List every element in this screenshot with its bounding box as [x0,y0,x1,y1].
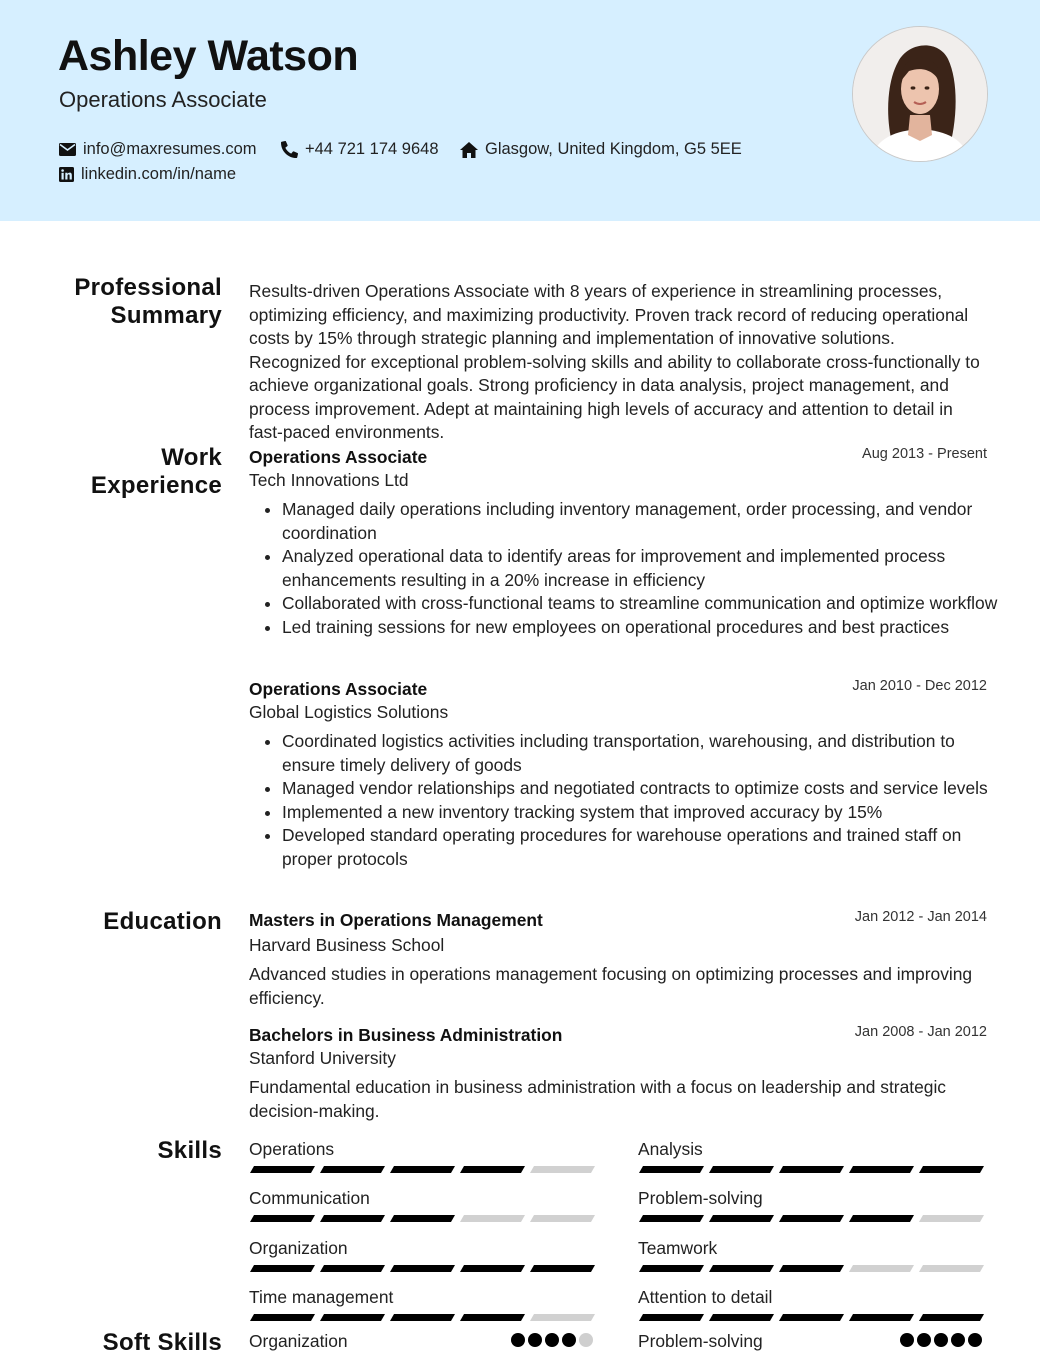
soft-skill-rating [511,1333,593,1347]
skill-name: Attention to detail [638,1287,773,1307]
soft-skill-rating [900,1333,982,1347]
skill-bar-segment-filled [919,1314,984,1321]
skill-bar-segment-filled [779,1265,844,1272]
skill-level-bar [639,1265,984,1272]
skill-bar-segment-filled [250,1265,315,1272]
skill-bar-segment-filled [390,1215,455,1222]
skill-bar-segment-filled [390,1265,455,1272]
school-name: Stanford University [249,1048,396,1068]
skill-bar-segment-filled [779,1166,844,1173]
rating-dot-filled [562,1333,576,1347]
education-dates: Jan 2012 - Jan 2014 [854,909,987,925]
rating-dot-filled [900,1333,914,1347]
rating-dot-filled [917,1333,931,1347]
job-bullet: • Implemented a new inventory tracking system that improved accuracy by 15% [282,801,1012,825]
skill-name: Operations [249,1139,335,1159]
phone-icon [281,141,298,158]
skill-level-bar [639,1314,984,1321]
skill-name: Analysis [638,1139,703,1159]
portrait-illustration [853,27,987,161]
section-title-summary [62,274,222,330]
skill-name: Organization [249,1238,348,1258]
skill-bar-segment-filled [639,1314,704,1321]
skill-bar-segment-filled [530,1265,595,1272]
skill-bar-segment-empty [849,1265,914,1272]
education-dates: Jan 2008 - Jan 2012 [854,1024,987,1040]
skill-bar-segment-filled [460,1314,525,1321]
skill-bar-segment-filled [320,1265,385,1272]
summary-paragraph: Results-driven Operations Associate with 8 years of experience in streamlining processes, optimizing efficiency, and maximizing productivity. Proven track record of reducing operational costs by 15% through strategic planning and implementation of innovative solutions. Recognized for exceptional problem-solving skills and ability to collaborate cross-functionally to achieve organizational goals. Strong proficiency in data analysis, project management, and process improvement. Adept at maintaining high levels of accuracy and attention to detail in fast-paced environments. [249,281,980,442]
skill-bar-segment-filled [709,1215,774,1222]
job-bullet: • Analyzed operational data to identify areas for improvement and implemented process enhancements resulting in a 20% increase in efficiency [282,545,1012,592]
contact-phone[interactable] [281,140,439,159]
job-bullet: • Managed daily operations including inventory management, order processing, and vendor coordination [282,498,1012,545]
skill-bar-segment-empty [530,1215,595,1222]
rating-dot-filled [528,1333,542,1347]
skill-bar-segment-filled [779,1215,844,1222]
header-banner [0,0,1040,221]
skill-bar-segment-filled [709,1166,774,1173]
section-title-education-text: Education [103,908,222,935]
skill-bar-segment-empty [919,1265,984,1272]
skill-bar-segment-filled [709,1314,774,1321]
contact-address [460,140,742,159]
skill-bar-segment-filled [709,1265,774,1272]
phone-text: +44 721 174 9648 [305,140,439,158]
skill-level-bar [250,1265,595,1272]
skill-bar-segment-empty [530,1314,595,1321]
job-bullet: • Developed standard operating procedures for warehouse operations and trained staff on proper protocols [282,824,1012,871]
soft-skill-name: Organization [249,1331,348,1351]
degree-title: Masters in Operations Management [249,910,543,930]
skill-bar-segment-filled [849,1215,914,1222]
skill-bar-segment-filled [250,1314,315,1321]
skill-name: Time management [249,1287,394,1307]
section-title-skills [157,1137,222,1165]
skill-level-bar [250,1166,595,1173]
skill-bar-segment-filled [639,1265,704,1272]
contact-email[interactable] [59,140,257,159]
job-title: Operations Associate [249,447,428,467]
skill-bar-segment-filled [320,1215,385,1222]
skill-level-bar [250,1314,595,1321]
education-description: Fundamental education in business administration with a focus on leadership and strategic decision-making. [249,1077,947,1121]
job-title: Operations Associate [249,679,428,699]
rating-dot-filled [968,1333,982,1347]
address-text: Glasgow, United Kingdom, G5 5EE [485,140,742,158]
section-title-education [103,908,222,936]
rating-dot-filled [545,1333,559,1347]
school-name: Harvard Business School [249,935,445,955]
skill-name: Problem-solving [638,1188,763,1208]
section-title-soft-skills [103,1329,222,1357]
skill-bar-segment-filled [390,1314,455,1321]
skill-bar-segment-filled [250,1166,315,1173]
job-bullet: • Collaborated with cross-functional teams to streamline communication and optimize workflow [282,592,1012,616]
job-dates: Aug 2013 - Present [862,446,987,462]
contact-linkedin[interactable] [59,165,236,184]
section-title-summary-text: Professional Summary [74,274,222,329]
skill-bar-segment-filled [779,1314,844,1321]
home-icon [460,142,478,158]
skill-name: Teamwork [638,1238,718,1258]
section-title-skills-text: Skills [157,1137,222,1164]
company-name: Global Logistics Solutions [249,702,449,722]
skill-bar-segment-filled [460,1166,525,1173]
degree-title: Bachelors in Business Administration [249,1025,563,1045]
profile-photo [852,26,988,162]
job-bullet: • Coordinated logistics activities including transportation, warehousing, and distribution to ensure timely delivery of goods [282,730,1012,777]
skill-name: Communication [249,1188,370,1208]
skill-bar-segment-filled [849,1166,914,1173]
job-bullet-list [249,498,1012,639]
rating-dot-filled [511,1333,525,1347]
education-description: Advanced studies in operations management focusing on optimizing processes and improving efficiency. [249,964,973,1008]
envelope-icon [59,143,76,156]
linkedin-text: linkedin.com/in/name [81,165,236,183]
skill-level-bar [639,1166,984,1173]
section-title-experience [82,444,222,500]
skill-bar-segment-filled [390,1166,455,1173]
rating-dot-filled [951,1333,965,1347]
skill-bar-segment-filled [320,1166,385,1173]
email-text: info@maxresumes.com [83,140,257,158]
job-bullet: • Managed vendor relationships and negotiated contracts to optimize costs and service levels [282,777,1012,801]
section-title-soft-skills-text: Soft Skills [102,1329,222,1356]
job-bullet: • Led training sessions for new employees on operational procedures and best practices [282,616,1012,640]
candidate-name: Ashley Watson [58,32,359,80]
rating-dot-filled [934,1333,948,1347]
skill-bar-segment-filled [639,1166,704,1173]
skill-bar-segment-filled [639,1215,704,1222]
skill-bar-segment-empty [919,1215,984,1222]
soft-skill-name: Problem-solving [638,1331,763,1351]
company-name: Tech Innovations Ltd [249,470,409,490]
skill-bar-segment-filled [919,1166,984,1173]
skill-bar-segment-empty [530,1166,595,1173]
rating-dot-empty [579,1333,593,1347]
skill-level-bar [250,1215,595,1222]
skill-level-bar [639,1215,984,1222]
skill-bar-segment-filled [320,1314,385,1321]
job-bullet-list [249,730,1012,871]
skill-bar-segment-filled [250,1215,315,1222]
linkedin-icon [59,167,74,182]
candidate-title: Operations Associate [59,87,267,112]
skill-bar-segment-filled [849,1314,914,1321]
skill-bar-segment-filled [460,1265,525,1272]
job-dates: Jan 2010 - Dec 2012 [852,678,987,694]
section-title-experience-text: Work Experience [90,444,222,499]
skill-bar-segment-empty [460,1215,525,1222]
